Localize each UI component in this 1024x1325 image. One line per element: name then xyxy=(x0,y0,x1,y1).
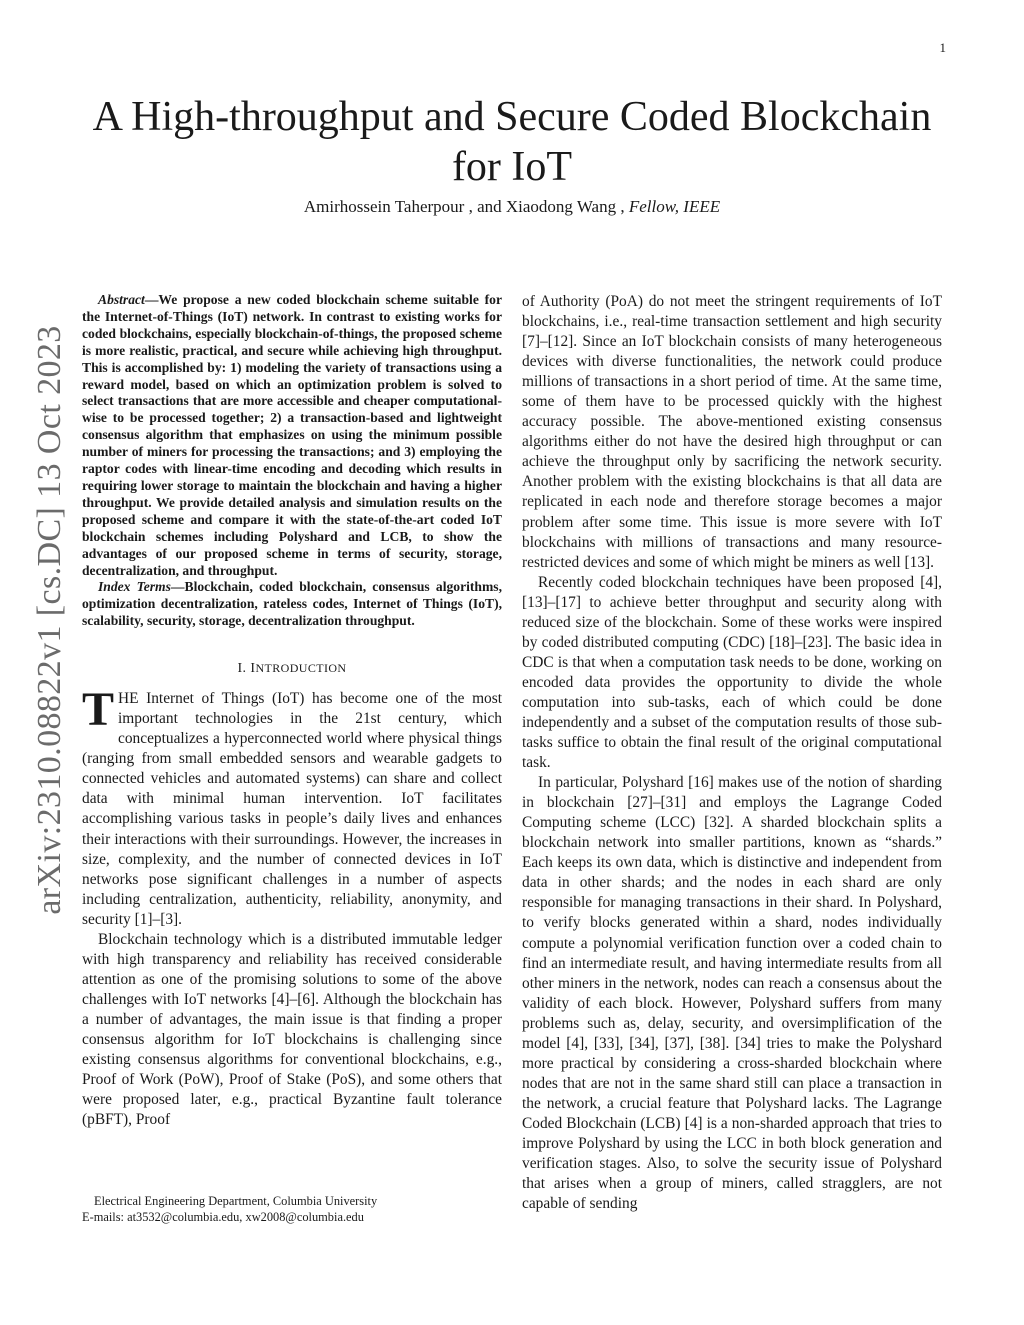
page-number: 1 xyxy=(939,40,946,55)
footnote xyxy=(82,1193,502,1225)
dropcap-letter: T xyxy=(82,683,115,737)
section-title-initial: I xyxy=(250,661,256,677)
intro-paragraph-1-text: HE Internet of Things (IoT) has become one of the most important technologies in the 21st century, which conceptualizes a hyperconnected world where physical things (ranging from small embedded sensors and wearable gadgets to connected vehicles and automated systems) can share and collect data with minimal human intervention. IoT facilitates accomplishing various tasks in people’s daily lives and enhances their interactions with their surroundings. However, the increases in size, complexity, and the number of connected devices in IoT networks pose significant challenges in a number of aspects including centralization, authenticity, reliability, anonymity, and security [1]–[3]. xyxy=(82,690,502,928)
paper-title: A High-throughput and Secure Coded Blockchain for IoT xyxy=(92,94,932,190)
index-terms-text: —Blockchain, coded blockchain, consensus algorithms, optimization decentralization, rateless codes, Internet of Things (IoT), scalability, security, storage, decentralization throughput. xyxy=(82,579,502,629)
left-column xyxy=(82,292,502,1130)
author-names: Amirhossein Taherpour , and Xiaodong Wang , xyxy=(303,197,625,216)
right-column xyxy=(522,292,942,1214)
intro-paragraph-4: Recently coded blockchain techniques have been proposed [4], [13]–[17] to achieve better throughput and security along with reduced size of the blockchain. Some of these works were inspired by coded distributed computing (CDC) [18]–[23]. The basic idea in CDC is that when a computation task needs to be done, working on encoded data provides the opportunity to divide the whole computation into sub-tasks, each of which could be done independently and a subset of the computation results of those sub-tasks suffice to obtain the final result of the original computational task. xyxy=(522,573,942,772)
intro-paragraph-2: Blockchain technology which is a distributed immutable ledger with high transparency and reliability has received considerable attention as one of the promising solutions to some of the above challenges with IoT networks [4]–[6]. Although the blockchain has a number of advantages, the main issue is that finding a proper consensus algorithm for IoT blockchains is challenging since existing consensus algorithms for conventional blockchains, e.g., Proof of Work (PoW), Proof of Stake (PoS), and some others that were proposed later, e.g., practical Byzantine fault tolerance (pBFT), Proof xyxy=(82,930,502,1129)
abstract-label: Abstract xyxy=(98,292,145,307)
abstract-text: —We propose a new coded blockchain scheme suitable for the Internet-of-Things (IoT) network. In contrast to existing works for coded blockchains, especially blockchain-of-things, the proposed scheme is more realistic, practical, and secure while achieving high throughput. This is accomplished by: 1) modeling the variety of transactions using a reward model, based on which an optimization problem is solved to select transactions that are more accessible and cheaper computational-wise to be processed together; 2) a transaction-based and lightweight consensus algorithm that emphasizes on using the minimum possible number of miners for processing the transactions; and 3) employing the raptor codes with linear-time encoding and decoding which results in requiring lower storage to maintain the blockchain and having a higher throughput. We provide detailed analysis and simulation results on the proposed scheme and compare it with the state-of-the-art coded IoT blockchain schemes including Polyshard and LCB, to show the advantages of our proposed scheme in terms of security, storage, decentralization, and throughput. xyxy=(82,292,502,578)
footnote-emails: E-mails: at3532@columbia.edu, xw2008@columbia.edu xyxy=(82,1210,364,1224)
intro-paragraph-5: In particular, Polyshard [16] makes use of the notion of sharding in blockchain [27]–[31] and employs the Lagrange Coded Computing scheme (LCC) [32]. A sharded blockchain splits a blockchain network into smaller partitions, known as “shards.” Each keeps its own data, which is distinctive and independent from data in other shards; and the nodes in each shard are only responsible for managing transactions in their shard. In Polyshard, to verify blocks generated within a shard, nodes individually compute a polynomial verification function over a coded chain to find an intermediate result, and having intermediate results from all other miners in the network, nodes can reach a consensus about the validity of each block. However, Polyshard suffers from many problems such as, delay, security, and oversimplification of the model [4], [33], [34], [37], [38]. [34] tries to make the Polyshard more practical by considering a cross-sharded blockchain where nodes that are not in the same shard still can place a transaction in the network, a crucial feature that Polyshard lacks. The Lagrange Coded Blockchain (LCB) [4] is a non-sharded approach that tries to improve Polyshard by using the LCC in both block generation and verification stages. Also, to solve the security issue of Polyshard that arises when a group of miners, called stragglers, are not capable of sending xyxy=(522,774,942,1213)
footnote-affiliation: Electrical Engineering Department, Columbia University xyxy=(94,1194,378,1208)
abstract xyxy=(82,292,502,579)
section-title-rest: NTRODUCTION xyxy=(255,661,347,676)
arxiv-identifier-text: arXiv:2310.08822v1 [cs.DC] 13 Oct 2023 xyxy=(31,325,68,915)
section-heading-introduction xyxy=(82,658,502,679)
author-role: Fellow, IEEE xyxy=(628,197,721,216)
intro-paragraph-1 xyxy=(82,683,502,930)
author-line xyxy=(80,197,944,217)
index-terms-label: Index Terms xyxy=(98,579,171,595)
intro-paragraph-3: of Authority (PoA) do not meet the stringent requirements of IoT blockchains, i.e., real-time transaction settlement and high security [7]–[12]. Since an IoT blockchain consists of many heterogeneous devices with diverse functionalities, the network could produce millions of transactions in a short period of time. At the same time, some of them have to be processed quickly with the highest accuracy possible. The above-mentioned existing consensus algorithms either do not have the desired high throughput or can achieve the throughput only by sacrificing the network security. Another problem with the existing blockchains is that all data are replicated in each node and therefore storage becomes a major problem after some time. This issue is more severe with IoT blockchains with millions of transactions and many resource-restricted devices and some of which might be miners as well [13]. xyxy=(522,293,942,571)
section-number: I. xyxy=(237,661,247,677)
index-terms xyxy=(82,579,502,630)
